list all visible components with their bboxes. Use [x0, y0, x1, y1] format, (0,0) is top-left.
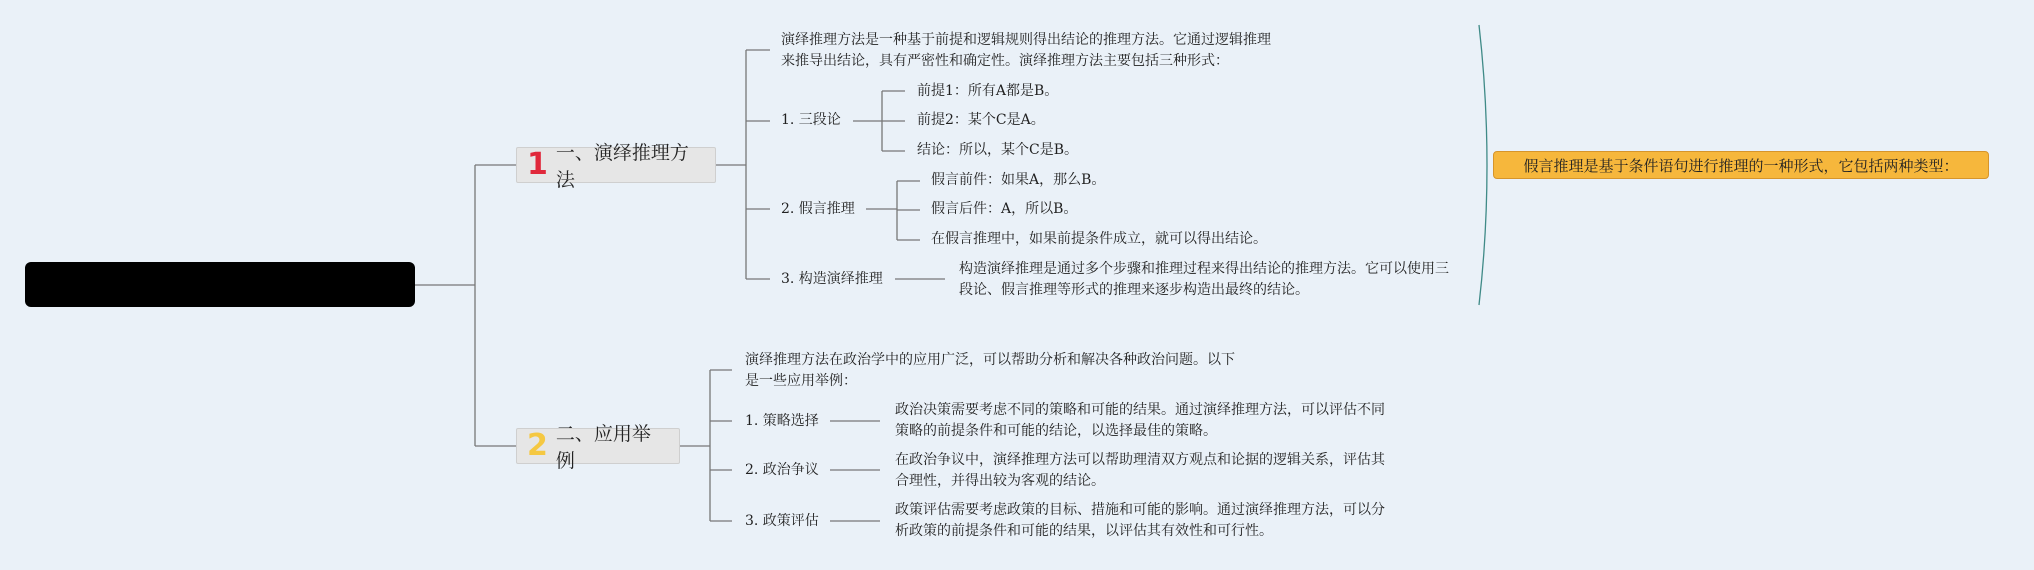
application-node-strategy[interactable]: 1. 策略选择 [745, 413, 819, 429]
applications-intro: 演绎推理方法在政治学中的应用广泛，可以帮助分析和解决各种政治问题。以下 是一些应用举例： [745, 352, 1235, 389]
branch-applications[interactable] [516, 423, 680, 472]
branch-deductive-method[interactable] [516, 142, 716, 191]
application-desc-dispute: 在政治争议中，演绎推理方法可以帮助理清双方观点和论据的逻辑关系，评估其 合理性，并得出较为客观的结论。 [895, 452, 1385, 489]
hypothetical-note: 在假言推理中，如果前提条件成立，就可以得出结论。 [931, 231, 1267, 247]
branch-title: 二、应用举例 [555, 423, 651, 472]
constructive-desc: 构造演绎推理是通过多个步骤和推理过程来得出结论的推理方法。它可以使用三 段论、假言推理等形式的推理来逐步构造出最终的结论。 [959, 261, 1449, 298]
hypothetical-node[interactable]: 2. 假言推理 [781, 201, 855, 217]
application-node-evaluation[interactable]: 3. 政策评估 [745, 513, 819, 529]
syllogism-premise-2: 前提2：某个C是A。 [917, 112, 1045, 128]
deductive-intro: 演绎推理方法是一种基于前提和逻辑规则得出结论的推理方法。它通过逻辑推理 来推导出结论，具有严密性和确定性。演绎推理方法主要包括三种形式： [781, 32, 1271, 69]
syllogism-premise-1: 前提1：所有A都是B。 [917, 83, 1059, 99]
summary-callout[interactable] [1493, 151, 1989, 179]
constructive-node[interactable]: 3. 构造演绎推理 [781, 271, 883, 287]
root-node[interactable] [25, 262, 415, 307]
application-desc-evaluation: 政策评估需要考虑政策的目标、措施和可能的影响。通过演绎推理方法，可以分 析政策的前提条件和可能的结果，以评估其有效性和可行性。 [895, 502, 1385, 539]
summary-text: 假言推理是基于条件语句进行推理的一种形式，它包括两种类型： [1523, 156, 1959, 175]
branch-number-1: 1 [527, 147, 548, 182]
syllogism-conclusion: 结论：所以，某个C是B。 [917, 142, 1078, 158]
hypothetical-consequent: 假言后件：A，所以B。 [931, 201, 1078, 217]
application-node-dispute[interactable]: 2. 政治争议 [745, 462, 819, 478]
branch-number-2: 2 [527, 428, 548, 463]
hypothetical-antecedent: 假言前件：如果A，那么B。 [931, 172, 1106, 188]
syllogism-node[interactable]: 1. 三段论 [781, 112, 841, 128]
application-desc-strategy: 政治决策需要考虑不同的策略和可能的结果。通过演绎推理方法，可以评估不同 策略的前提条件和可能的结论，以选择最佳的策略。 [895, 402, 1385, 439]
branch-title: 一、演绎推理方法 [555, 142, 689, 191]
